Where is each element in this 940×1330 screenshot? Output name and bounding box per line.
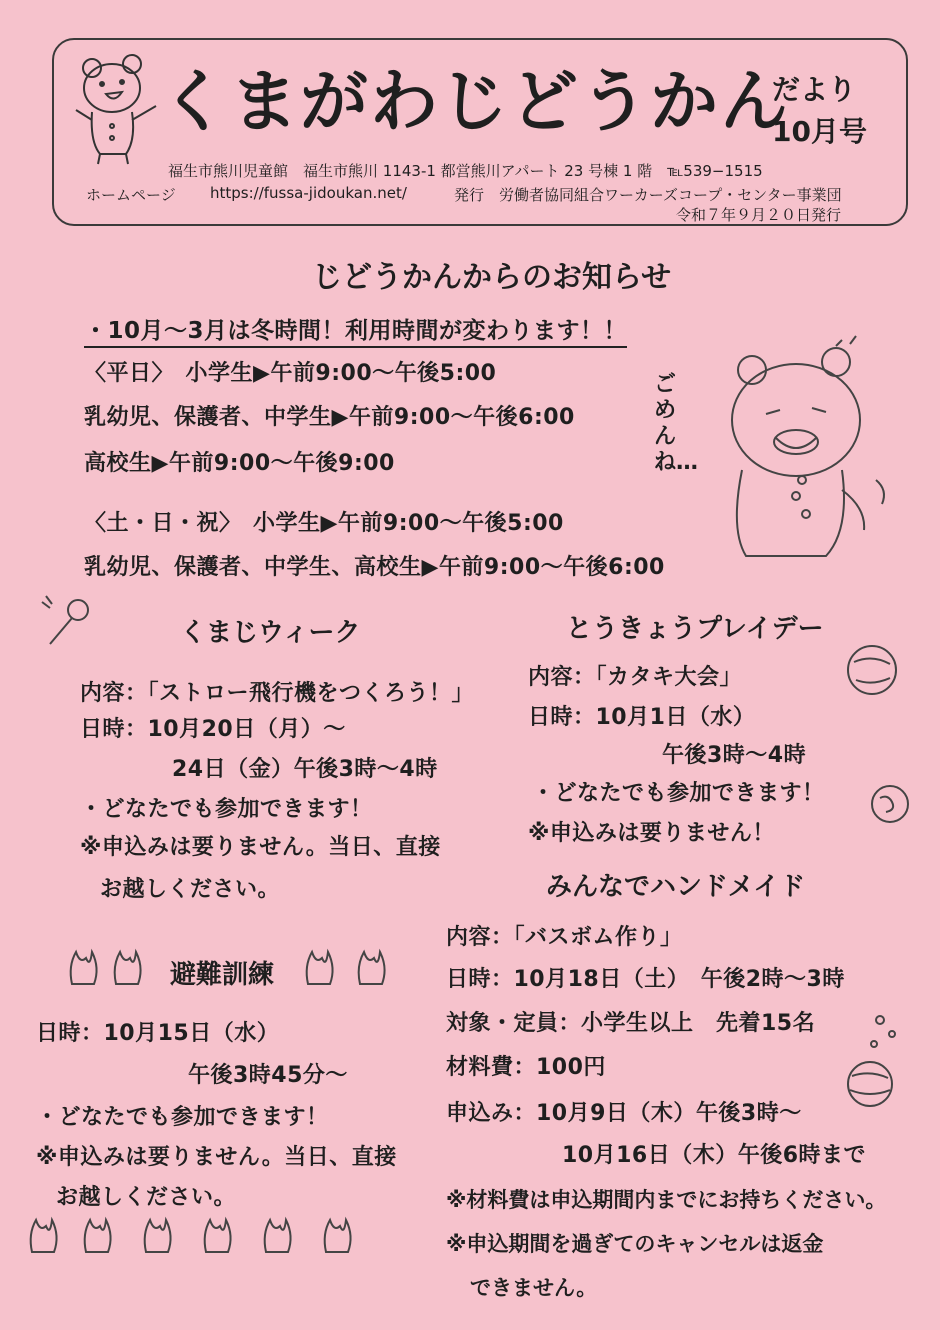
drill-date: 日時：10月15日（水） (36, 1021, 280, 1046)
kumaji-date-end: 24日（金）午後3時〜4時 (172, 757, 438, 782)
handmade-apply-start: 申込み：10月9日（木）午後3時〜 (446, 1101, 802, 1126)
issue-date: 令和７年９月２０日発行 (676, 206, 842, 224)
drill-note-no-apply: ※申込みは要りません。当日、直接 (36, 1145, 397, 1170)
maraca-icon (36, 592, 116, 652)
kumaji-note-come: お越しください。 (100, 877, 281, 902)
bath-bomb-icon (830, 1010, 910, 1110)
homepage-link[interactable]: https://fussa-jidoukan.net/ (210, 184, 407, 202)
newsletter-subtitle: だより (772, 73, 857, 106)
kumaji-note-anyone: ・どなたでも参加できます！ (80, 797, 373, 822)
tokyo-play-note-anyone: ・どなたでも参加できます！ (532, 781, 825, 806)
tokyo-play-time: 午後3時〜4時 (662, 743, 807, 768)
tokyo-play-note-no-apply: ※申込みは要りません！ (528, 821, 775, 846)
address-line: 福生市熊川児童館 福生市熊川 1143-1 都営熊川アパート 23 号棟 1 階 ℡539−1515 (168, 162, 763, 180)
weekday-highschool: 高校生▶午前9:00〜午後9:00 (84, 451, 395, 476)
kumaji-note-no-apply: ※申込みは要りません。当日、直接 (80, 835, 441, 860)
evacuation-drill-title: 避難訓練 (170, 960, 275, 990)
weekday-others: 乳幼児、保護者、中学生▶午前9:00〜午後6:00 (84, 405, 575, 430)
kumaji-date-start: 日時：10月20日（月）〜 (80, 717, 346, 742)
handmade-note-cancel: ※申込期間を過ぎてのキャンセルは返金 (446, 1232, 824, 1256)
handmade-title: みんなでハンドメイド (546, 872, 806, 902)
newsletter-title: くまがわじどうかん (160, 63, 791, 142)
ball-icon (838, 634, 908, 704)
handmade-note-no-refund: できません。 (470, 1276, 598, 1300)
handmade-target: 対象・定員：小学生以上 先着15名 (446, 1011, 816, 1036)
handmade-date: 日時：10月18日（土） 午後2時〜3時 (446, 967, 845, 992)
kumaji-week-title: くまじウィーク (180, 618, 361, 648)
weekend-elementary: 〈土・日・祝〉 小学生▶午前9:00〜午後5:00 (84, 511, 564, 536)
handmade-content: 内容：「バスボム作り」 (446, 925, 683, 950)
flame-border-bottom (26, 1212, 406, 1258)
weekday-elementary: 〈平日〉 小学生▶午前9:00〜午後5:00 (84, 361, 497, 386)
bear-speech: ごめんね… (654, 372, 699, 475)
sorry-bear-icon (716, 330, 906, 570)
publisher: 発行 労働者協同組合ワーカーズコープ・センター事業団 (454, 186, 842, 204)
drill-note-come: お越しください。 (56, 1185, 237, 1210)
tokyo-play-date: 日時：10月1日（水） (528, 705, 756, 730)
kumaji-content: 内容：「ストロー飛行機をつくろう！」 (80, 681, 475, 706)
tokyo-play-title: とうきょうプレイデー (566, 614, 824, 644)
handmade-note-fee: ※材料費は申込期間内までにお持ちください。 (446, 1188, 887, 1212)
bear-logo-icon (70, 50, 170, 170)
weekend-others: 乳幼児、保護者、中学生、高校生▶午前9:00〜午後6:00 (84, 555, 665, 580)
flame-icons-right (302, 944, 402, 990)
winter-hours-headline: ・10月〜3月は冬時間！利用時間が変わります！！ (84, 312, 627, 348)
handmade-apply-end: 10月16日（木）午後6時まで (562, 1143, 867, 1168)
handmade-fee: 材料費：100円 (446, 1055, 606, 1080)
drill-note-anyone: ・どなたでも参加できます！ (36, 1105, 329, 1130)
tokyo-play-content: 内容：「カタキ大会」 (528, 665, 743, 690)
notice-title: じどうかんからのお知らせ (312, 260, 672, 295)
issue-month: 10月号 (772, 115, 867, 148)
earth-icon (866, 780, 916, 830)
drill-time: 午後3時45分〜 (188, 1063, 348, 1088)
flame-icons-left (66, 944, 156, 990)
homepage-label: ホームページ (86, 186, 176, 204)
